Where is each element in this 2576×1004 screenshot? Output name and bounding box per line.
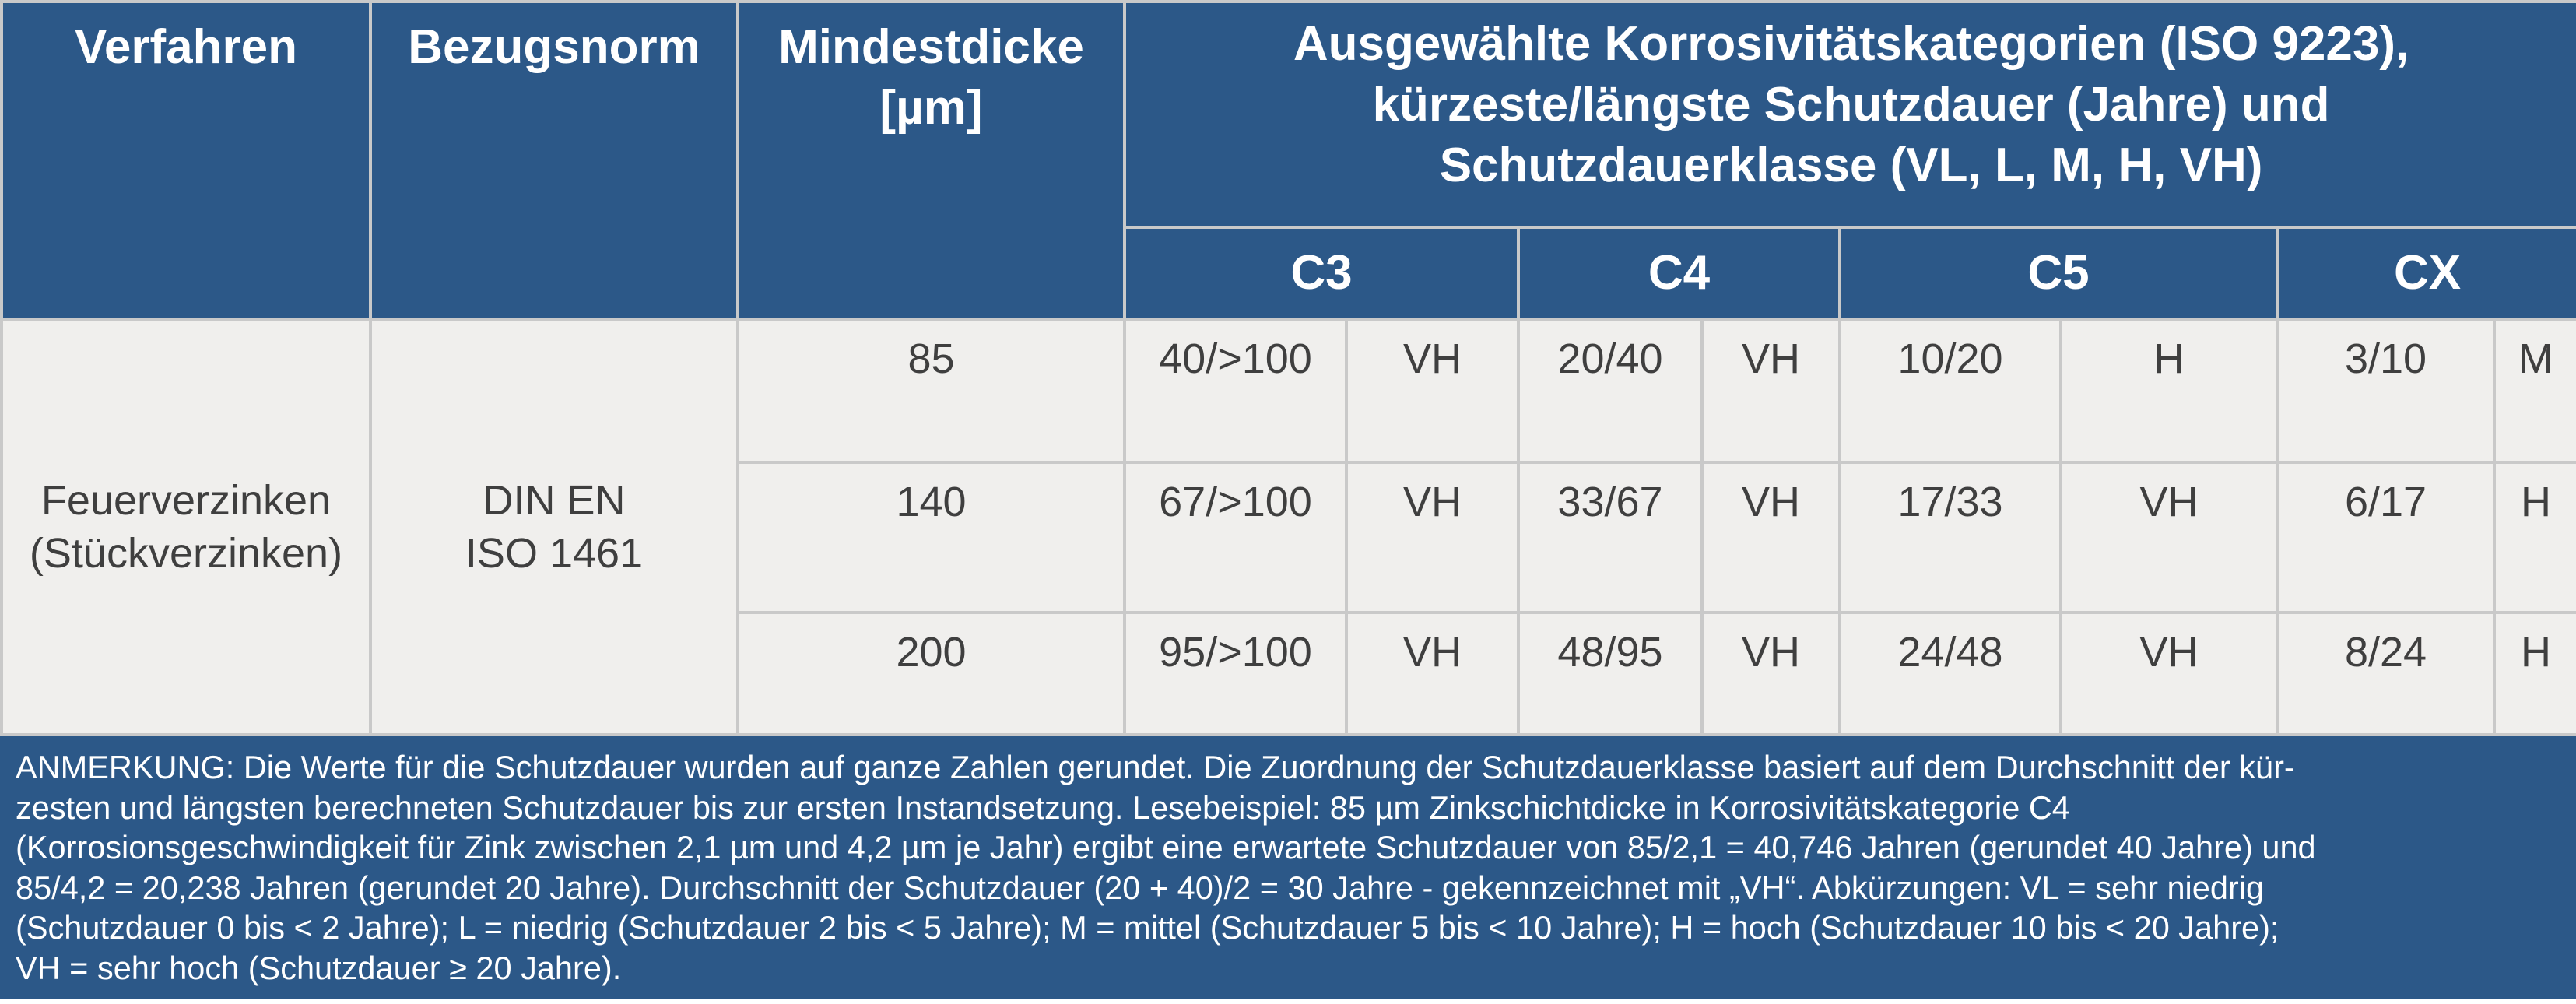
header-category-cx <box>2277 227 2576 319</box>
cx-class-cell: H <box>2494 613 2576 735</box>
c5-duration-cell: 24/48 <box>1840 613 2061 735</box>
c4-class-cell: VH <box>1702 462 1840 613</box>
header-korrosivitaet-group <box>1125 2 2576 227</box>
header-verfahren <box>2 2 370 319</box>
cx-class-cell: M <box>2494 319 2576 462</box>
header-bezugsnorm <box>370 2 738 319</box>
note-row <box>2 735 2576 997</box>
note-line: ANMERKUNG: Die Werte für die Schutzdauer wurden auf ganze Zahlen gerundet. Die Zuordnung der Schutzdauerklasse basiert auf dem Durchschnitt der kür- <box>16 749 2295 785</box>
standard-cell <box>370 319 738 735</box>
cx-duration-cell: 6/17 <box>2277 462 2494 613</box>
thickness-cell: 85 <box>738 319 1125 462</box>
thickness-cell: 200 <box>738 613 1125 735</box>
c5-duration-cell: 10/20 <box>1840 319 2061 462</box>
note-line: (Schutzdauer 0 bis < 2 Jahre); L = niedrig (Schutzdauer 2 bis < 5 Jahre); M = mittel (Schutzdauer 5 bis < 10 Jahre); H = hoch (Schutzdauer 10 bis < 20 Jahre); <box>16 909 2279 946</box>
header-group-line2: kürzeste/längste Schutzdauer (Jahre) und <box>1372 78 2330 132</box>
header-category-c5 <box>1840 227 2277 319</box>
c4-duration-cell: 20/40 <box>1518 319 1702 462</box>
header-group-line1: Ausgewählte Korrosivitätskategorien (ISO 9223), <box>1293 17 2409 71</box>
category-label: C3 <box>1290 246 1353 300</box>
header-row <box>2 2 2576 227</box>
process-cell <box>2 319 370 735</box>
header-category-c3 <box>1125 227 1518 319</box>
header-group-line3: Schutzdauerklasse (VL, L, M, H, VH) <box>1439 139 2263 192</box>
category-label: C4 <box>1648 246 1711 300</box>
standard-line2: ISO 1461 <box>465 530 644 577</box>
process-line1: Feuerverzinken <box>40 477 332 524</box>
category-label: C5 <box>2027 246 2090 300</box>
note-cell <box>2 735 2576 997</box>
process-line2: (Stückverzinken) <box>29 530 343 577</box>
c5-class-cell: VH <box>2061 462 2277 613</box>
cx-class-cell: H <box>2494 462 2576 613</box>
header-category-c4 <box>1518 227 1840 319</box>
note-line: VH = sehr hoch (Schutzdauer ≥ 20 Jahre). <box>16 949 622 986</box>
category-label: CX <box>2393 246 2462 300</box>
header-mindestdicke-line1: Mindestdicke <box>778 20 1084 74</box>
c3-class-cell: VH <box>1346 319 1518 462</box>
c4-duration-cell: 48/95 <box>1518 613 1702 735</box>
c5-class-cell: VH <box>2061 613 2277 735</box>
header-verfahren-label: Verfahren <box>74 20 298 74</box>
c3-duration-cell: 95/>100 <box>1125 613 1346 735</box>
c4-duration-cell: 33/67 <box>1518 462 1702 613</box>
header-bezugsnorm-label: Bezugsnorm <box>408 20 700 74</box>
note-line: (Korrosionsgeschwindigkeit für Zink zwischen 2,1 µm und 4,2 µm je Jahr) ergibt eine erwartete Schutzdauer von 85/2,1 = 40,746 Jahren (gerundet 40 Jahre) und <box>16 829 2316 865</box>
c3-duration-cell: 40/>100 <box>1125 319 1346 462</box>
c3-class-cell: VH <box>1346 613 1518 735</box>
c3-duration-cell: 67/>100 <box>1125 462 1346 613</box>
header-mindestdicke <box>738 2 1125 319</box>
note-line: 85/4,2 = 20,238 Jahren (gerundet 20 Jahre). Durchschnitt der Schutzdauer (20 + 40)/2 = 30 Jahre - gekennzeichnet mit „VH“. Abkürzungen: VL = sehr niedrig <box>16 869 2265 906</box>
thickness-cell: 140 <box>738 462 1125 613</box>
header-mindestdicke-line2: [µm] <box>879 81 983 135</box>
table-row <box>2 319 2576 462</box>
c5-class-cell: H <box>2061 319 2277 462</box>
cx-duration-cell: 3/10 <box>2277 319 2494 462</box>
standard-line1: DIN EN <box>483 477 626 524</box>
c4-class-cell: VH <box>1702 319 1840 462</box>
c3-class-cell: VH <box>1346 462 1518 613</box>
c4-class-cell: VH <box>1702 613 1840 735</box>
note-line: zesten und längsten berechneten Schutzdauer bis zur ersten Instandsetzung. Lesebeispiel: 85 µm Zinkschichtdicke in Korrosivitätskategorie C4 <box>16 788 2070 826</box>
c5-duration-cell: 17/33 <box>1840 462 2061 613</box>
cx-duration-cell: 8/24 <box>2277 613 2494 735</box>
